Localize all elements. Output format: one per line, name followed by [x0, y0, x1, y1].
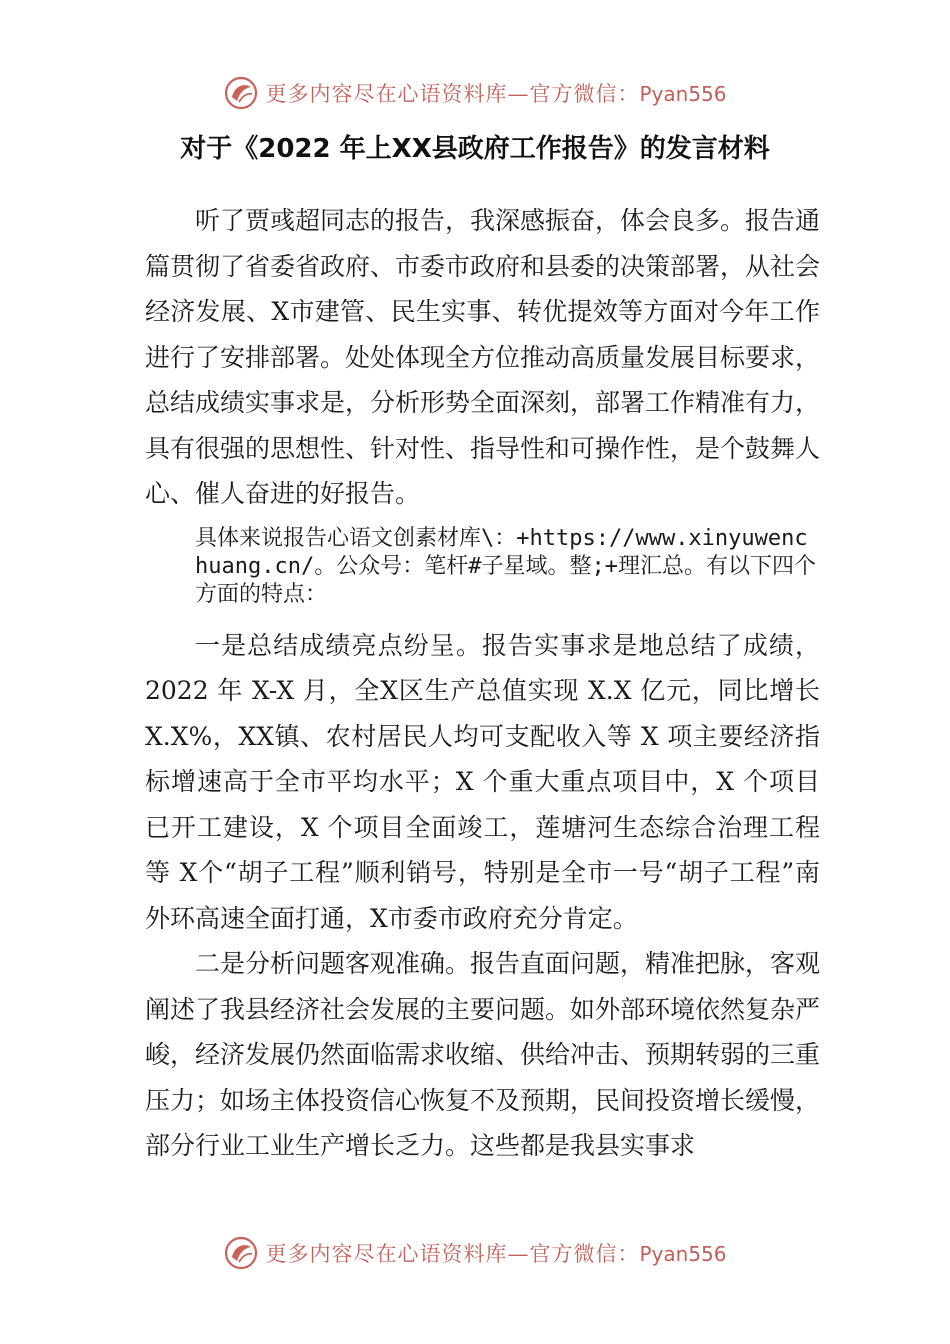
paragraph-point-two: 二是分析问题客观准确。报告直面问题，精准把脉，客观阐述了我县经济社会发展的主要问题。如外部环境依然复杂严峻，经济发展仍然面临需求收缩、供给冲击、预期转弱的三重压力；如场主体投资信心恢复不及预期，民间投资增长缓慢，部分行业工业生产增长乏力。这些都是我县实事求 [145, 949, 821, 1160]
document-title: 对于《2022 年上XX县政府工作报告》的发言材料 [180, 134, 770, 164]
paragraph-point-one: 一是总结成绩亮点纷呈。报告实事求是地总结了成绩，2022 年 X-X 月，全X区生产总值实现 X.X 亿元，同比增长X.X%，XX镇、农村居民人均可支配收入等 X 项主要经济指标增速高于全市平均水平；X 个重大重点项目中，X 个项目已开工建设，X 个项目全面竣工，莲塘河生态综合治理工程等 X个“胡子工程”顺利销号，特别是全市一号“胡子工程”南外环高速全面打通，X市委市政府充分肯定。 [145, 630, 820, 933]
paragraph-source-note: 具体来说报告心语文创素材库\：+https://www.xinyuwenchuang.cn/。公众号：笔杆#子星域。整;+理汇总。有以下四个方面的特点： [195, 525, 816, 607]
watermark-text: 更多内容尽在心语资料库—官方微信：Pyan556 [265, 1242, 727, 1266]
watermark-text: 更多内容尽在心语资料库—官方微信：Pyan556 [265, 82, 727, 106]
watermark-logo-icon [223, 1235, 259, 1271]
watermark-logo-icon [223, 75, 259, 111]
header-watermark [0, 68, 950, 118]
paragraph-intro: 听了贾彧超同志的报告，我深感振奋，体会良多。报告通篇贯彻了省委省政府、市委市政府和县委的决策部署，从社会经济发展、X市建管、民生实事、转优提效等方面对今年工作进行了安排部署。处处体现全方位推动高质量发展目标要求，总结成绩实事求是，分析形势全面深刻，部署工作精准有力，具有很强的思想性、针对性、指导性和可操作性，是个鼓舞人心、催人奋进的好报告。 [145, 206, 821, 508]
document-body [145, 198, 820, 1169]
footer-watermark [0, 1228, 950, 1278]
